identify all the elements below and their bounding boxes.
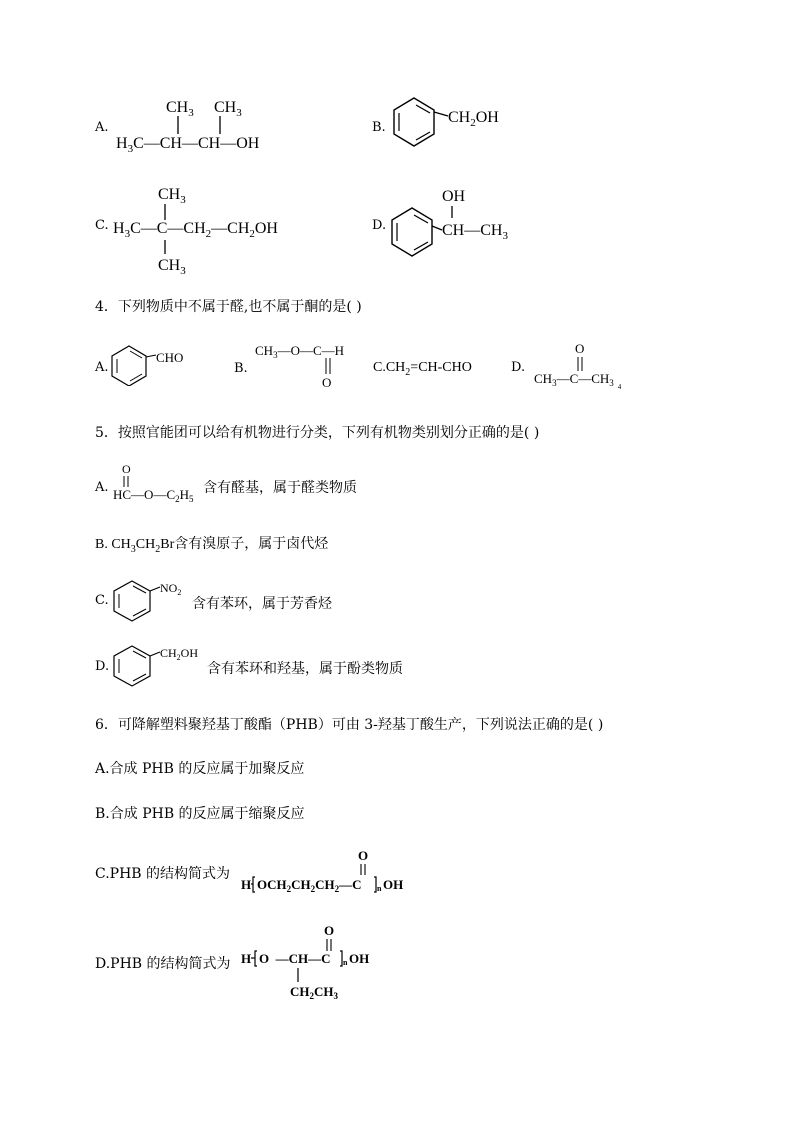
- svg-text:H3C—C—CH2—CH2OH: $H_3C—C—CH_2—CH_2OH$: [113, 220, 278, 240]
- q4-option-d-structure: [532, 338, 642, 390]
- q6-option-c-label: C.PHB 的结构简式为: [95, 866, 231, 882]
- q4-option-a-label: A.: [95, 360, 109, 375]
- q3-option-d-structure: [386, 184, 526, 270]
- q3-option-c-structure: [110, 182, 300, 274]
- q3-option-d-label: D.: [372, 218, 387, 233]
- svg-text:O: O: [322, 375, 332, 390]
- q5-option-c-label: C.: [95, 593, 109, 608]
- q3-option-b-label: B.: [372, 120, 386, 135]
- svg-text:CH3: $CH_3$: [214, 99, 242, 119]
- svg-text:NO2: $NO_2$: [160, 581, 182, 597]
- q6-option-d-structure: [240, 922, 380, 1002]
- q5-option-c-desc: 含有苯环，属于芳香烃: [192, 596, 332, 612]
- q6-option-b: B.合成 PHB 的反应属于缩聚反应: [95, 806, 305, 822]
- q3-option-a-structure: [110, 92, 300, 156]
- svg-text:H3C—CH—CH—OH: $H_3C—CH—CH—OH$: [116, 135, 260, 155]
- q4-option-d-label: D.: [511, 360, 526, 375]
- q5-option-c-structure: [110, 578, 194, 622]
- svg-text:OCH2CH2CH2—C: $OCH_2CH_2CH_2—C$: [257, 877, 362, 894]
- svg-text:n: n: [343, 958, 348, 967]
- q5-option-a-structure: [110, 461, 204, 503]
- q5-option-a-label: A.: [95, 480, 109, 495]
- q4-option-b-label: B.: [234, 361, 248, 376]
- svg-text:H: H: [241, 951, 252, 966]
- q6-option-d-label: D.PHB 的结构简式为: [95, 956, 231, 972]
- svg-text:CH3: $CH_3$: [158, 186, 186, 206]
- svg-text:CH3—O—C—H: $CH_3—O—C—H$: [255, 343, 345, 360]
- svg-text:CH3—C—CH34: $CH_3—C—CH_3$ $_4$: [534, 371, 622, 390]
- svg-text:CH2OH: $CH_2OH$: [448, 109, 499, 129]
- q5-option-d-desc: 含有苯环和羟基，属于酚类物质: [207, 661, 403, 677]
- svg-text:CH—CH3: $CH—CH_3$: [442, 222, 508, 242]
- q6-option-c-structure: [240, 846, 415, 894]
- q4-option-b-structure: [252, 340, 372, 390]
- q5-option-a-desc: 含有醛基，属于醛类物质: [203, 480, 357, 496]
- q5-option-d-structure: [110, 643, 210, 687]
- q3-option-a-label: A.: [95, 120, 109, 135]
- q3-option-c-label: C.: [95, 218, 109, 233]
- q3-option-b-structure: [386, 94, 516, 158]
- q6-option-a: A.合成 PHB 的反应属于加聚反应: [95, 761, 305, 777]
- svg-text:O: O: [324, 923, 335, 938]
- svg-text:CHO: CHO: [156, 350, 184, 365]
- svg-text:O: O: [122, 462, 131, 476]
- q5-option-d-label: D.: [95, 659, 110, 674]
- q4-stem: 4．下列物质中不属于醛,也不属于酮的是( ): [95, 299, 362, 315]
- q5-stem: 5．按照官能团可以给有机物进行分类，下列有机物类别划分正确的是( ): [95, 425, 540, 441]
- svg-text:CH2CH3: $CH_2CH_3$: [290, 984, 338, 1001]
- svg-text:n: n: [377, 884, 382, 893]
- svg-text:OH: OH: [383, 877, 404, 892]
- svg-text:OH: OH: [349, 951, 370, 966]
- svg-text:O —CH—C: O —CH—C: [259, 951, 331, 966]
- q5-option-b: B. $CH_3CH_2Br$含有溴原子，属于卤代烃: [95, 536, 329, 555]
- svg-text:CH2OH: $CH_2OH$: [160, 646, 199, 662]
- svg-text:H: H: [241, 877, 252, 892]
- svg-text:CH3: $CH_3$: [158, 257, 186, 274]
- svg-text:O: O: [575, 341, 585, 356]
- q6-stem: 6．可降解塑料聚羟基丁酸酯（PHB）可由 3-羟基丁酸生产，下列说法正确的是( ): [95, 717, 604, 733]
- q4-option-a-structure: [108, 344, 198, 386]
- svg-text:OH: OH: [442, 188, 466, 205]
- svg-text:O: O: [358, 848, 369, 863]
- svg-text:CH3: $CH_3$: [166, 99, 194, 119]
- svg-text:HC—O—C2H5: $HC—O—C_2H_5$: [113, 487, 194, 503]
- q4-option-c: $C.CH_2=CH$-CHO: [373, 360, 472, 378]
